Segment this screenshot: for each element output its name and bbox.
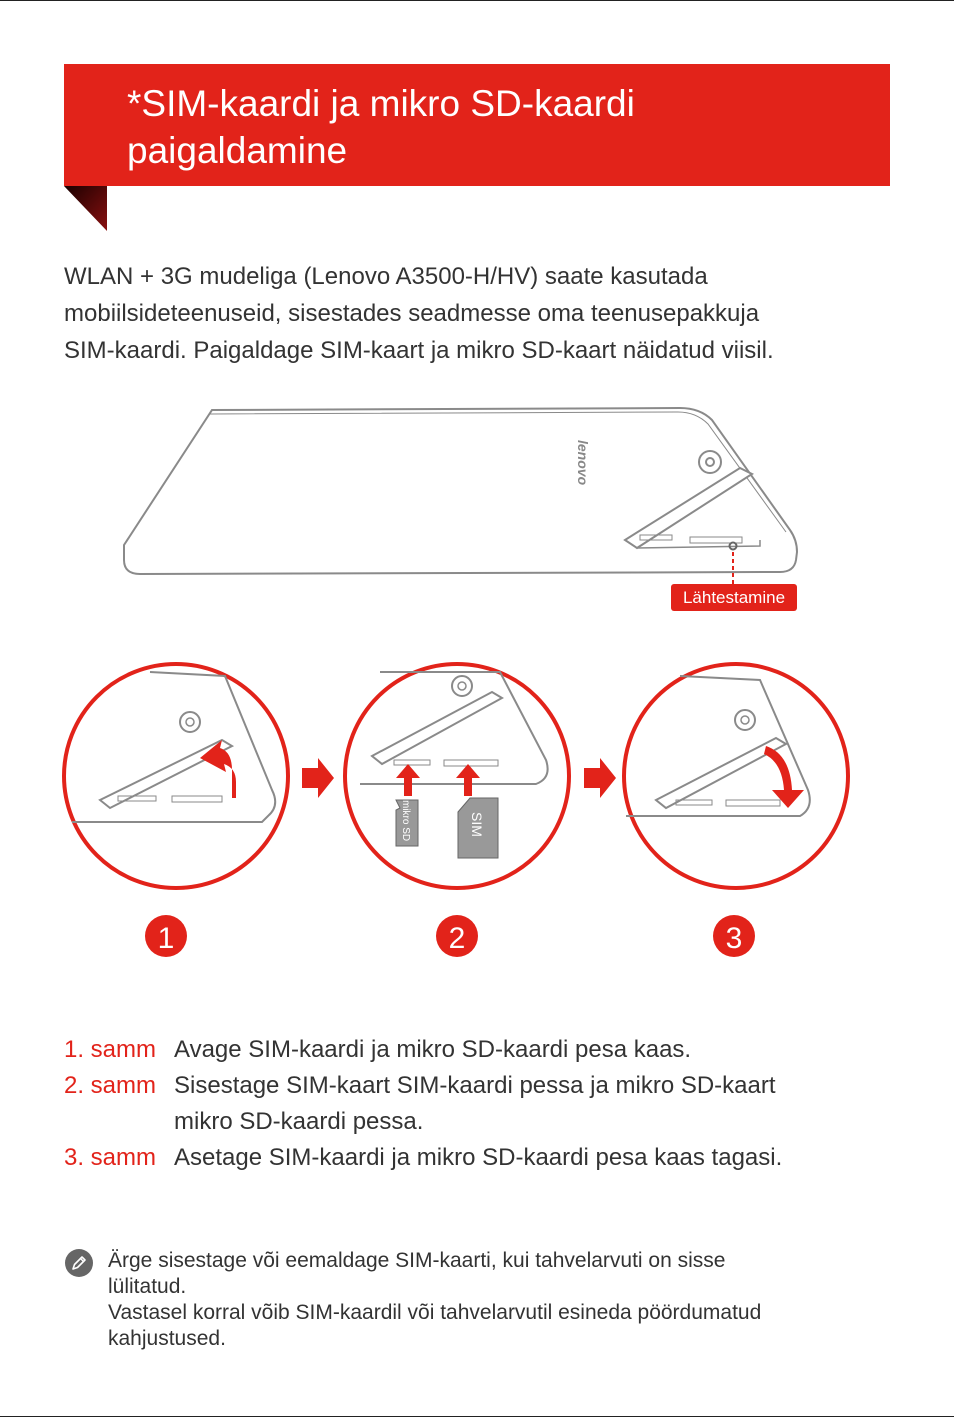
- note-line-4: kahjustused.: [108, 1327, 226, 1350]
- intro-line-3: SIM-kaardi. Paigaldage SIM-kaart ja mikro SD-kaart näidatud viisil.: [64, 337, 774, 364]
- step-item-1: [64, 1032, 894, 1068]
- next-arrow-2: [584, 758, 616, 798]
- note-line-2: lülitatud.: [108, 1275, 187, 1298]
- page-title-line-2: paigaldamine: [127, 130, 348, 171]
- microsd-card-label: mikro SD: [400, 800, 411, 842]
- step-text: Avage SIM-kaardi ja mikro SD-kaardi pesa kaas.: [174, 1036, 692, 1063]
- step-2-badge-label: 2: [448, 922, 466, 955]
- pencil-note-icon: [64, 1248, 94, 1278]
- step-text: Sisestage SIM-kaart SIM-kaardi pessa ja mikro SD-kaart: [174, 1072, 776, 1099]
- intro-line-1: WLAN + 3G mudeliga (Lenovo A3500-H/HV) saate kasutada: [64, 263, 708, 290]
- page-bottom-border: [0, 1416, 954, 1417]
- step-number: 3. samm: [64, 1144, 157, 1171]
- step-number: 1. samm: [64, 1036, 157, 1063]
- step-1-detail: [64, 664, 288, 888]
- step-number: 2. samm: [64, 1072, 157, 1099]
- step-2-detail: [345, 664, 569, 888]
- step-1-badge-label: 1: [157, 922, 175, 955]
- page-title-line-1: *SIM-kaardi ja mikro SD-kaardi: [127, 83, 635, 124]
- step-text-continued: mikro SD-kaardi pessa.: [174, 1108, 424, 1135]
- note-line-3: Vastasel korral võib SIM-kaardil või tahvelarvutil esineda pöördumatud: [108, 1301, 762, 1324]
- note-line-1: Ärge sisestage või eemaldage SIM-kaarti, kui tahvelarvuti on sisse: [108, 1249, 726, 1272]
- step-item-2: [64, 1068, 894, 1140]
- step-item-3: [64, 1140, 894, 1176]
- steps-list: [64, 1032, 894, 1176]
- tablet-back-overview: [124, 408, 797, 574]
- next-arrow-1: [302, 758, 334, 798]
- note-text: [108, 1248, 878, 1352]
- intro-line-2: mobiilsideteenuseid, sisestades seadmesse oma teenusepakkuja: [64, 300, 760, 327]
- brand-logo-text: lenovo: [575, 440, 591, 486]
- step-text: Asetage SIM-kaardi ja mikro SD-kaardi pesa kaas tagasi.: [174, 1144, 783, 1171]
- sim-card-label: SIM: [469, 812, 485, 837]
- step-3-badge-label: 3: [725, 922, 743, 955]
- reset-label: Lähtestamine: [682, 588, 786, 607]
- step-3-detail: [624, 664, 848, 888]
